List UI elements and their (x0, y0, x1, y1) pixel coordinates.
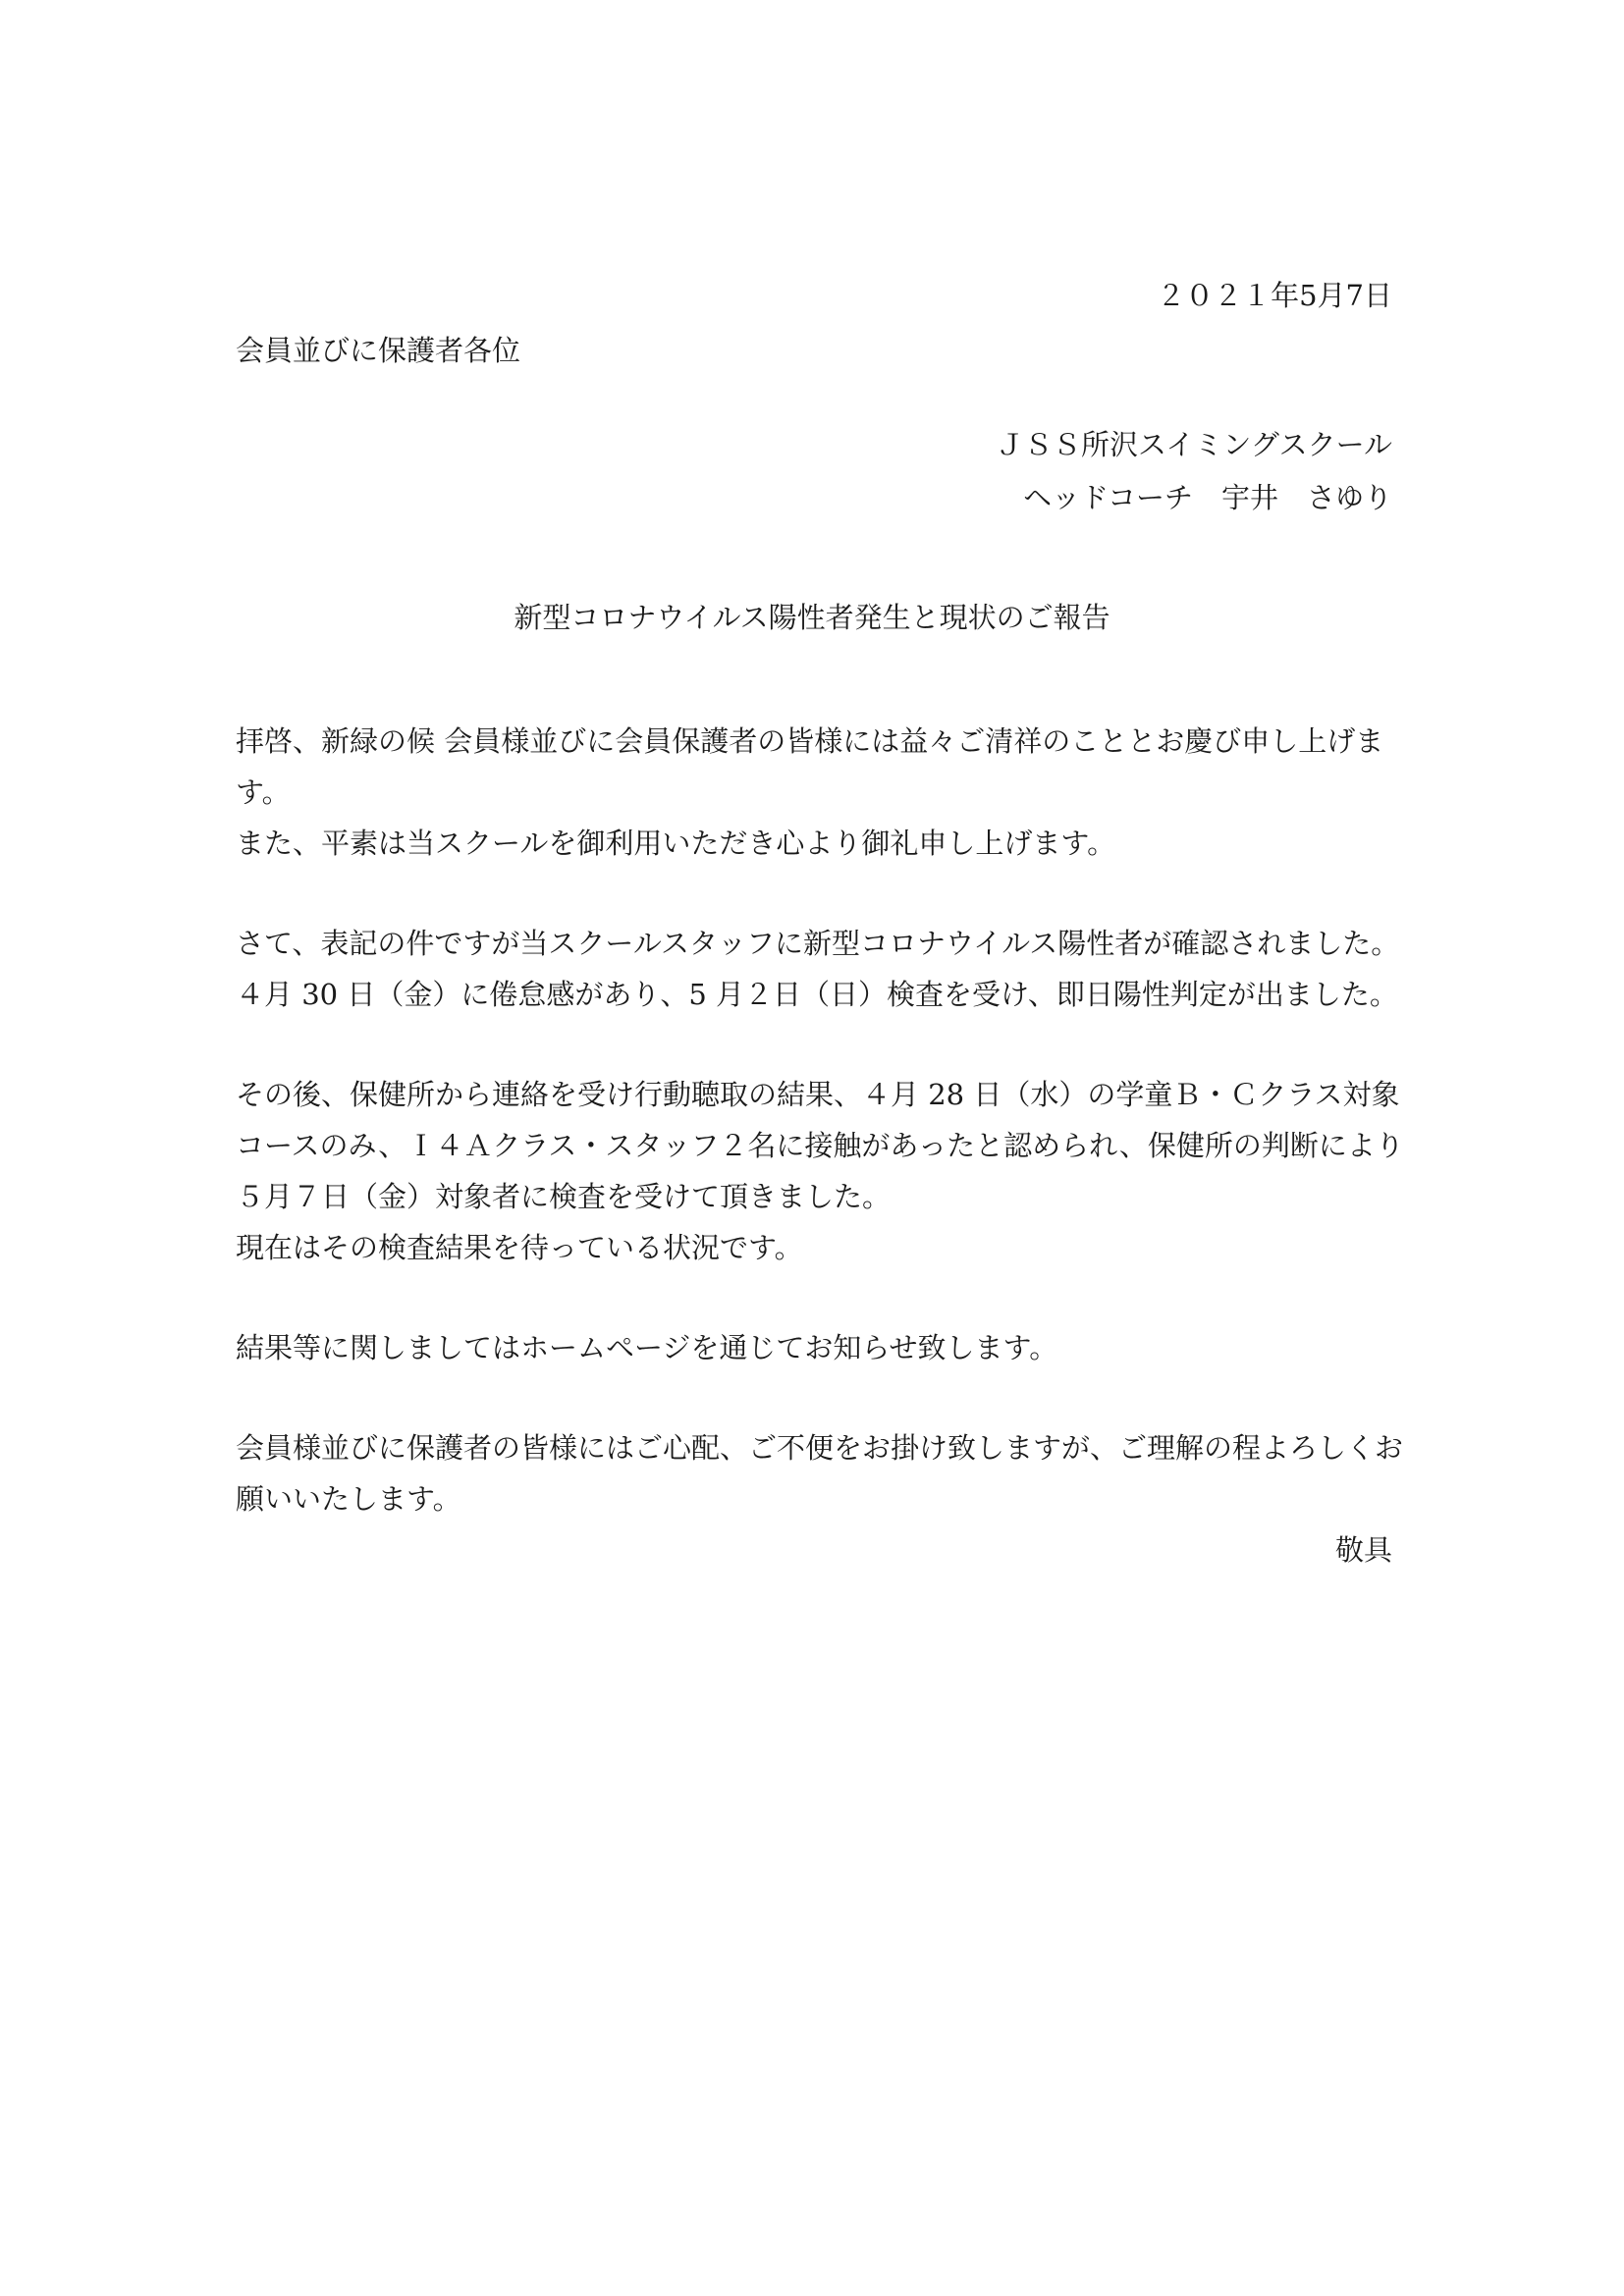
sender-person: ヘッドコーチ 宇井 さゆり (1023, 481, 1392, 514)
body-line: 願いいたします。 (236, 1482, 461, 1516)
closing: 敬具 (1334, 1533, 1392, 1567)
body-line: さて、表記の件ですが当スクールスタッフに新型コロナウイルス陽性者が確認されました。 (236, 927, 1400, 960)
body-line: 現在はその検査結果を待っている状況です。 (236, 1231, 803, 1264)
body-line: ５月７日（金）対象者に検査を受けて頂きました。 (236, 1180, 892, 1213)
body-line: 結果等に関しましてはホームページを通じてお知らせ致します。 (236, 1331, 1058, 1364)
date: ２０２１年5月7日 (1157, 279, 1392, 312)
sender-organization: ＪＳＳ所沢スイミングスクール (996, 428, 1392, 461)
document-title: 新型コロナウイルス陽性者発生と現状のご報告 (514, 601, 1110, 634)
body-line: ４月 30 日（金）に倦怠感があり、5 月２日（日）検査を受け、即日陽性判定が出ました。 (236, 978, 1398, 1011)
recipient: 会員並びに保護者各位 (236, 334, 521, 367)
body-line: その後、保健所から連絡を受け行動聴取の結果、４月 28 日（水）の学童Ｂ・Ｃクラス対象 (236, 1078, 1400, 1111)
body-line: コースのみ、Ｉ４Ａクラス・スタッフ２名に接触があったと認められ、保健所の判断により (236, 1129, 1404, 1162)
body-line: す。 (236, 775, 291, 809)
body-line: 拝啓、新緑の候 会員様並びに会員保護者の皆様には益々ご清祥のこととお慶び申し上げま (236, 724, 1384, 758)
body-line: 会員様並びに保護者の皆様にはご心配、ご不便をお掛け致しますが、ご理解の程よろしくお (236, 1431, 1404, 1465)
body-line: また、平素は当スクールを御利用いただき心より御礼申し上げます。 (236, 827, 1116, 860)
